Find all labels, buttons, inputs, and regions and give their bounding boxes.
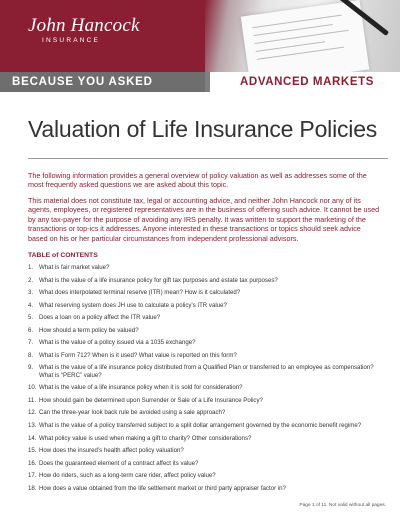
toc-item-text: What is the value of a policy transferred subject to a split dollar arrangement governed by the economic benefit regime? <box>39 421 362 429</box>
logo-subtitle: INSURANCE <box>42 37 101 44</box>
toc-item-text: How does the insured’s health affect policy valuation? <box>39 447 184 455</box>
toc-item[interactable] <box>28 364 380 379</box>
toc-item-text: How should a term policy be valued? <box>39 326 139 334</box>
toc-item[interactable] <box>28 435 380 443</box>
toc-item-number: 14. <box>28 434 37 442</box>
toc-item[interactable] <box>28 264 380 272</box>
toc-item-number: 15. <box>28 447 37 455</box>
logo-name: John Hancock <box>28 15 140 36</box>
john-hancock-logo <box>28 16 140 44</box>
toc-item-number: 16. <box>28 459 37 467</box>
because-you-asked-label: BECAUSE YOU ASKED <box>0 72 205 92</box>
page-title: Valuation of Life Insurance Policies <box>28 116 378 142</box>
toc-item-text: What does interpolated terminal reserve (ITR) mean? How is it calculated? <box>39 289 241 297</box>
title-divider <box>28 158 388 159</box>
toc-item[interactable] <box>28 277 380 285</box>
toc-item[interactable] <box>28 302 380 310</box>
toc-item-number: 7. <box>28 339 34 347</box>
document-image <box>241 0 370 72</box>
toc-item-text: What reserving system does JH use to calculate a policy’s ITR value? <box>39 301 227 309</box>
toc-item[interactable] <box>28 289 380 297</box>
page-footer: Page 1 of 11. Not valid without all pages. <box>299 503 386 508</box>
toc-item-number: 13. <box>28 421 37 429</box>
toc-heading: TABLE of CONTENTS <box>28 252 98 259</box>
toc-item-number: 17. <box>28 472 37 480</box>
toc-item[interactable] <box>28 472 380 480</box>
toc-item[interactable] <box>28 397 380 405</box>
toc-item[interactable] <box>28 314 380 322</box>
toc-item-number: 18. <box>28 484 37 492</box>
toc-item[interactable] <box>28 485 380 493</box>
header-photo <box>205 0 400 72</box>
toc-item-number: 5. <box>28 314 34 322</box>
toc-item[interactable] <box>28 352 380 360</box>
table-of-contents <box>28 264 380 497</box>
intro-paragraph-2: This material does not constitute tax, legal or accounting advice, and neither John Hancock nor any of its agents, employees, or registered representatives are in the business of offering such advice. It cannot be used by any tax-payer for the purpose of avoiding any IRS penalty. It was written to support the marketing of the transactions or top-ics it addresses. Anyone interested in these transactions or topics should seek advice based on his or her particular circumstances from independent professional advisors. <box>28 196 380 243</box>
toc-item-text: What is the value of a life insurance policy distributed from a Qualified Plan or transferred to an employee as compensation? What is “PERC” value? <box>39 364 374 379</box>
toc-item-text: What is the value of a policy issued via a 1035 exchange? <box>39 339 196 347</box>
toc-item[interactable] <box>28 447 380 455</box>
section-band <box>0 72 400 92</box>
toc-item-text: Does a loan on a policy affect the ITR value? <box>39 314 161 322</box>
toc-item-number: 3. <box>28 289 34 297</box>
toc-item-text: What is the value of a life insurance policy for gift tax purposes and estate tax purposes? <box>39 276 278 284</box>
toc-item-text: Can the three-year look back rule be avoided using a sale approach? <box>39 409 226 417</box>
toc-item-number: 6. <box>28 326 34 334</box>
toc-item-number: 2. <box>28 276 34 284</box>
advanced-markets-label: ADVANCED MARKETS <box>210 72 380 92</box>
intro-paragraph-1: The following information provides a general overview of policy valuation as well as addresses some of the most frequently asked questions we are asked about this topic. <box>28 171 367 190</box>
toc-item[interactable] <box>28 460 380 468</box>
toc-item-number: 9. <box>28 364 34 372</box>
toc-item-text: What policy value is used when making a gift to charity? Other considerations? <box>39 434 252 442</box>
toc-item[interactable] <box>28 327 380 335</box>
toc-item-text: How should gain be determined upon Surrender or Sale of a Life Insurance Policy? <box>39 396 263 404</box>
toc-item-number: 4. <box>28 301 34 309</box>
toc-item-number: 10. <box>28 384 37 392</box>
toc-item-number: 12. <box>28 409 37 417</box>
toc-item[interactable] <box>28 422 380 430</box>
toc-item-text: How do riders, such as a long-term care rider, affect policy value? <box>39 472 216 480</box>
toc-item-text: What is Form 712? When is it used? What value is reported on this form? <box>39 351 237 359</box>
header-banner <box>0 0 400 72</box>
toc-item[interactable] <box>28 384 380 392</box>
toc-item[interactable] <box>28 409 380 417</box>
toc-item-text: Does the guaranteed element of a contract affect its value? <box>39 459 199 467</box>
toc-item-number: 1. <box>28 264 34 271</box>
toc-item[interactable] <box>28 339 380 347</box>
toc-item-number: 8. <box>28 351 34 359</box>
toc-item-number: 11. <box>28 396 37 404</box>
toc-item-text: What is the value of a life insurance policy when it is sold for consideration? <box>39 384 243 392</box>
toc-item-text: What is fair market value? <box>39 264 110 271</box>
toc-item-text: How does a value obtained from the life settlement market or third party appraiser factor in? <box>39 484 286 492</box>
